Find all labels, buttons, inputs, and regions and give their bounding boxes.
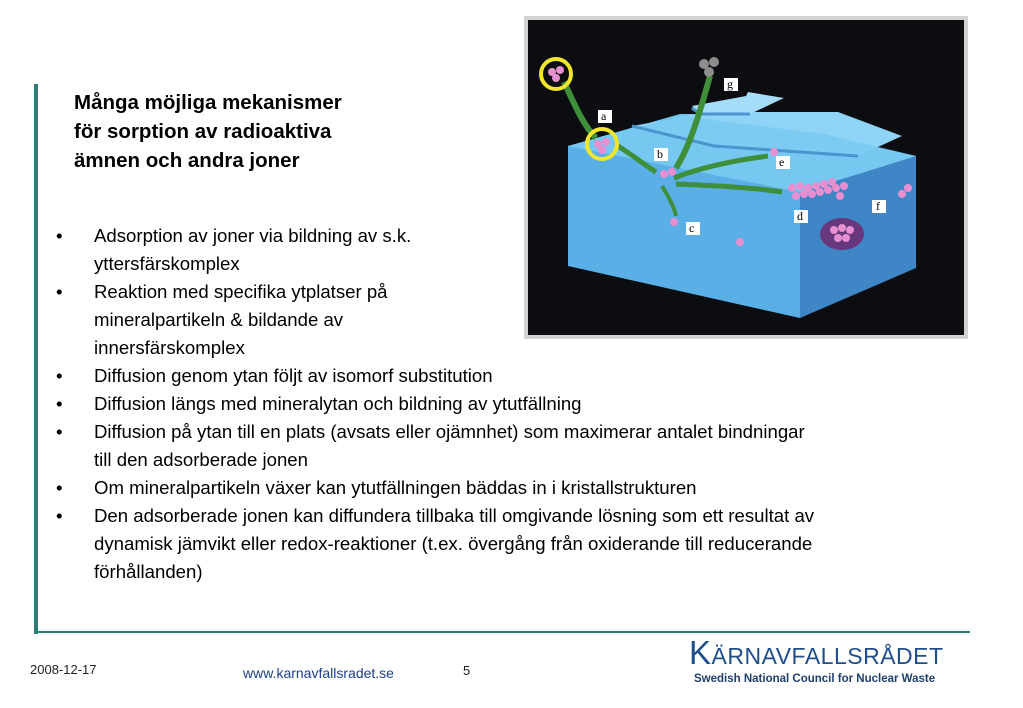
bullet-line: mineralpartikeln & bildande av xyxy=(94,309,344,330)
bullet-line: Diffusion på ytan till en plats (avsats eller ojämnhet) som maximerar antalet bindningar xyxy=(94,421,805,442)
bullet-line: till den adsorberade jonen xyxy=(94,449,308,470)
sorption-mechanism-illustration xyxy=(524,16,968,339)
bullet-line: Reaktion med specifika ytplatser på xyxy=(94,281,388,302)
bullet-marker: • xyxy=(56,281,63,302)
org-logo-name: Kärnavfallsrådet xyxy=(689,634,944,671)
illustration-svg xyxy=(524,16,968,339)
title-line: Många möjliga mekanismer xyxy=(74,91,342,114)
footer-url-link[interactable]: www.karnavfallsradet.se xyxy=(243,665,394,681)
bullet-item xyxy=(56,418,1016,474)
bullet-item xyxy=(56,362,1016,390)
figure-label-b: b xyxy=(657,147,663,161)
bullet-marker: • xyxy=(56,477,63,498)
bullet-line: Diffusion genom ytan följt av isomorf substitution xyxy=(94,365,493,386)
figure-label-d: d xyxy=(797,209,803,223)
bullet-marker: • xyxy=(56,225,63,246)
org-logo-subtitle: Swedish National Council for Nuclear Waste xyxy=(694,673,936,685)
title-line: ämnen och andra joner xyxy=(74,149,300,172)
slide-title xyxy=(74,88,474,175)
left-accent-bar xyxy=(34,84,38,634)
bullet-line: Om mineralpartikeln växer kan ytutfällningen bäddas in i kristallstrukturen xyxy=(94,477,697,498)
embedded-precipitate xyxy=(820,218,864,250)
bullet-marker: • xyxy=(56,365,63,386)
bullet-line: Adsorption av joner via bildning av s.k. xyxy=(94,225,412,246)
page-number: 5 xyxy=(463,663,471,678)
figure-label-a: a xyxy=(601,109,607,123)
bullet-line: förhållanden) xyxy=(94,561,203,582)
bullet-line: Den adsorberade jonen kan diffundera tillbaka till omgivande lösning som ett resultat av xyxy=(94,505,815,526)
bullet-item xyxy=(56,502,1016,586)
bullet-line: dynamisk jämvikt eller redox-reaktioner (t.ex. övergång från oxiderande till reducerande xyxy=(94,533,813,554)
title-line: för sorption av radioaktiva xyxy=(74,120,332,143)
figure-label-f: f xyxy=(876,199,880,213)
footer-date: 2008-12-17 xyxy=(30,662,97,677)
figure-label-g: g xyxy=(727,77,733,91)
bullet-item xyxy=(56,390,1016,418)
figure-label-c: c xyxy=(689,221,695,235)
bullet-line: innersfärskomplex xyxy=(94,337,245,358)
bullet-marker: • xyxy=(56,421,63,442)
bullet-line: yttersfärskomplex xyxy=(94,253,240,274)
figure-label-e: e xyxy=(779,155,785,169)
footer-divider xyxy=(34,631,970,633)
bullet-item xyxy=(56,474,1016,502)
bullet-item xyxy=(56,222,524,278)
bullet-item xyxy=(56,278,524,362)
bullet-line: Diffusion längs med mineralytan och bildning av ytutfällning xyxy=(94,393,582,414)
bullet-marker: • xyxy=(56,505,63,526)
bullet-marker: • xyxy=(56,393,63,414)
